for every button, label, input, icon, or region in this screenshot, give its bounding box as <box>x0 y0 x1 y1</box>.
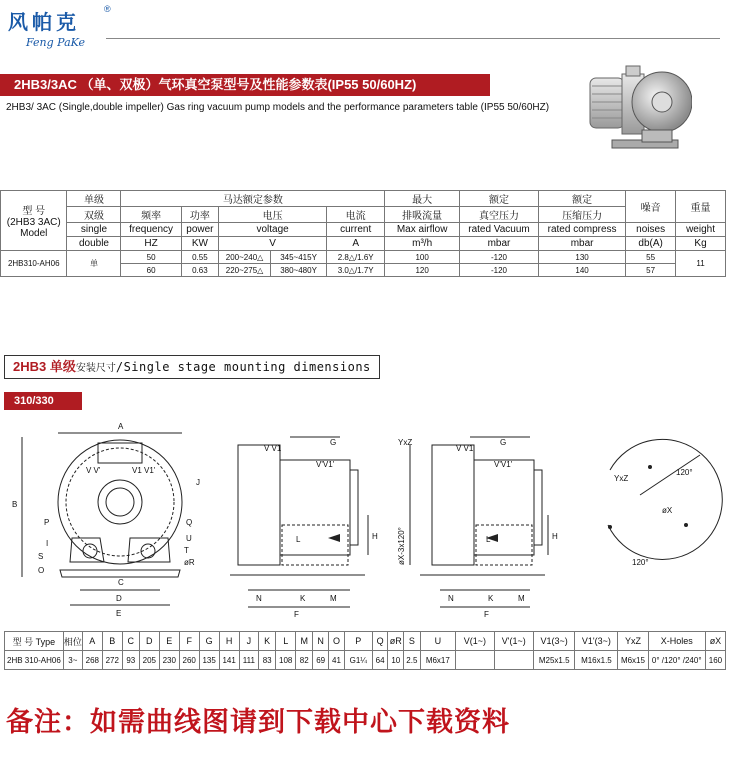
label-f2: F <box>484 610 489 619</box>
dim-header-cell: V(1~) <box>456 632 495 651</box>
dim-value-cell: 83 <box>259 651 276 670</box>
header-weight-cn: 重量 <box>676 191 726 223</box>
label-x3: øX-3x120° <box>397 527 406 565</box>
label-m: M <box>330 594 337 603</box>
cell-voltage-delta: 220~275△ <box>219 264 271 277</box>
dim-value-cell: 268 <box>82 651 102 670</box>
registered-mark: ® <box>104 4 111 14</box>
model-tag: 310/330 <box>4 392 82 410</box>
cell-airflow: 120 <box>385 264 460 277</box>
dim-header-cell: K <box>259 632 276 651</box>
performance-table <box>0 190 726 277</box>
cell-freq: 60 <box>121 264 181 277</box>
dim-header-cell: Q <box>372 632 388 651</box>
mounting-title-en: /Single stage mounting dimensions <box>115 360 371 374</box>
label-m2: M <box>518 594 525 603</box>
header-vacuum-1: 额定 <box>460 191 539 207</box>
dim-value-cell: M6x15 <box>618 651 648 670</box>
dim-header-cell: YxZ <box>618 632 648 651</box>
dim-value-cell: 160 <box>705 651 725 670</box>
label-h: H <box>372 532 378 541</box>
dim-header-cell: G <box>199 632 219 651</box>
dim-value-cell: M25x1.5 <box>533 651 575 670</box>
label-vv1-2: V V1 <box>456 444 474 453</box>
label-vpv1p: V'V1' <box>316 460 335 469</box>
dim-value-cell <box>494 651 533 670</box>
header-stage-single-en: single <box>67 223 121 237</box>
header-power-cn: 功率 <box>181 207 218 223</box>
page-title-chinese: 2HB3/3AC （单、双极）气环真空泵型号及性能参数表(IP55 50/60HZ) <box>0 74 490 96</box>
label-c: C <box>118 578 124 587</box>
dim-value-cell: 82 <box>296 651 313 670</box>
dim-header-cell: E <box>159 632 179 651</box>
header-stage-double-cn: 双级 <box>67 207 121 223</box>
dim-header-cell: V'(1~) <box>494 632 533 651</box>
dim-header-cell: S <box>404 632 421 651</box>
remark-note: 备注：如需曲线图请到下载中心下载资料 <box>6 707 510 738</box>
label-yxz: YxZ <box>398 438 413 447</box>
cell-vacuum: -120 <box>460 264 539 277</box>
header-airflow-1: 最大 <box>385 191 460 207</box>
header-compress-en: rated compress <box>538 223 625 237</box>
dim-value-cell: 272 <box>102 651 122 670</box>
cell-current: 3.0△/1.7Y <box>327 264 385 277</box>
dim-value-cell: 2.5 <box>404 651 421 670</box>
dim-value-cell: G1¼ <box>344 651 372 670</box>
dim-header-cell: C <box>122 632 139 651</box>
dim-header-cell: O <box>329 632 345 651</box>
dim-value-cell: 205 <box>139 651 159 670</box>
label-t: T <box>184 546 189 555</box>
header-vacuum-en: rated Vacuum <box>460 223 539 237</box>
mounting-section-title <box>4 355 380 379</box>
dim-value-cell: M16x1.5 <box>575 651 618 670</box>
mounting-drawings <box>0 415 730 625</box>
label-n2: N <box>448 594 454 603</box>
label-q: Q <box>186 518 193 527</box>
label-e: E <box>116 609 122 618</box>
header-power-en: power <box>181 223 218 237</box>
dim-header-cell: L <box>276 632 296 651</box>
dim-header-cell: V1'(3~) <box>575 632 618 651</box>
dim-value-cell: 135 <box>199 651 219 670</box>
cell-freq: 50 <box>121 251 181 264</box>
dim-value-cell: 2HB 310-AH06 <box>5 651 64 670</box>
header-current-cn: 电流 <box>327 207 385 223</box>
label-f: F <box>294 610 299 619</box>
dim-header-cell: 型 号 Type <box>5 632 64 651</box>
dim-header-cell: D <box>139 632 159 651</box>
pump-product-image <box>582 56 692 166</box>
header-vacuum-unit: mbar <box>460 237 539 251</box>
header-airflow-en: Max airflow <box>385 223 460 237</box>
cell-stage: 单 <box>67 251 121 277</box>
dim-value-cell: 108 <box>276 651 296 670</box>
dimensions-table <box>4 631 726 670</box>
mounting-title-cn: 2HB3 单级 <box>13 359 76 374</box>
cell-noise: 57 <box>626 264 676 277</box>
label-g: G <box>330 438 337 447</box>
header-weight-unit: Kg <box>676 237 726 251</box>
dim-header-cell: N <box>313 632 329 651</box>
cell-power: 0.63 <box>181 264 218 277</box>
label-b: B <box>12 500 18 509</box>
header-freq-unit: HZ <box>121 237 181 251</box>
label-s: S <box>38 552 44 561</box>
dim-value-cell: 260 <box>179 651 199 670</box>
table-row <box>1 251 726 264</box>
label-o: O <box>38 566 45 575</box>
label-flange-yxz: YxZ <box>614 474 629 483</box>
header-noise-unit: db(A) <box>626 237 676 251</box>
cell-weight: 11 <box>676 251 726 277</box>
dim-header-cell: øR <box>388 632 404 651</box>
label-r: øR <box>184 558 195 567</box>
table-row <box>5 651 726 670</box>
header-voltage-unit: V <box>219 237 327 251</box>
header-compress-1: 额定 <box>538 191 625 207</box>
cell-current: 2.8△/1.6Y <box>327 251 385 264</box>
header-airflow-unit: m³/h <box>385 237 460 251</box>
dim-header-cell: F <box>179 632 199 651</box>
header-freq-cn: 频率 <box>121 207 181 223</box>
cell-model: 2HB310-AH06 <box>1 251 67 277</box>
dim-header-cell: B <box>102 632 122 651</box>
label-vv1: V V1 <box>264 444 282 453</box>
label-n: N <box>256 594 262 603</box>
dim-header-cell: V1(3~) <box>533 632 575 651</box>
label-flange-120b: 120° <box>632 558 649 567</box>
label-a: A <box>118 422 124 431</box>
header-voltage-en: voltage <box>219 223 327 237</box>
cell-airflow: 100 <box>385 251 460 264</box>
cell-compress: 140 <box>538 264 625 277</box>
dim-header-cell: 相位 <box>63 632 82 651</box>
header-model: 型 号 (2HB3 3AC) Model <box>1 191 67 251</box>
label-g2: G <box>500 438 507 447</box>
label-flange-120a: 120° <box>676 468 693 477</box>
label-k2: K <box>488 594 494 603</box>
header-weight-en: weight <box>676 223 726 237</box>
header-power-unit: KW <box>181 237 218 251</box>
label-u: U <box>186 534 192 543</box>
dim-header-cell: X-Holes <box>648 632 705 651</box>
label-j: J <box>196 478 200 487</box>
label-p: P <box>44 518 50 527</box>
mounting-title-small: 安装尺寸 <box>75 363 116 374</box>
cell-vacuum: -120 <box>460 251 539 264</box>
label-k: K <box>300 594 306 603</box>
dimensions-header-row <box>5 632 726 651</box>
header-stage-single-cn: 单级 <box>67 191 121 207</box>
dim-value-cell: 41 <box>329 651 345 670</box>
dim-value-cell <box>456 651 495 670</box>
label-h2: H <box>552 532 558 541</box>
cell-noise: 55 <box>626 251 676 264</box>
header-noise-en: noises <box>626 223 676 237</box>
header-current-unit: A <box>327 237 385 251</box>
label-d: D <box>116 594 122 603</box>
dim-header-cell: J <box>239 632 259 651</box>
header-motor: 马达额定参数 <box>121 191 385 207</box>
dim-header-cell: P <box>344 632 372 651</box>
label-l: L <box>296 535 301 544</box>
cell-compress: 130 <box>538 251 625 264</box>
brand-logo-english: Feng PaKe <box>26 36 86 49</box>
dim-value-cell: 141 <box>219 651 239 670</box>
dim-value-cell: 10 <box>388 651 404 670</box>
cell-power: 0.55 <box>181 251 218 264</box>
label-v1v1: V1 V1' <box>132 466 156 475</box>
page-title-english: 2HB3/ 3AC (Single,double impeller) Gas ring vacuum pump models and the performance parameters table (IP55 50/60HZ) <box>6 102 550 113</box>
header-vacuum-2: 真空压力 <box>460 207 539 223</box>
header-compress-unit: mbar <box>538 237 625 251</box>
label-l2: L <box>486 535 491 544</box>
dim-value-cell: 0° /120° /240° <box>648 651 705 670</box>
label-vpv1p-2: V'V1' <box>494 460 513 469</box>
dim-header-cell: H <box>219 632 239 651</box>
header-airflow-2: 排吸流量 <box>385 207 460 223</box>
header-stage-double-en: double <box>67 237 121 251</box>
dim-value-cell: 230 <box>159 651 179 670</box>
label-i: I <box>46 539 49 548</box>
dim-header-cell: A <box>82 632 102 651</box>
label-vv: V V' <box>86 466 101 475</box>
dim-header-cell: U <box>420 632 455 651</box>
header-noise-cn: 噪音 <box>626 191 676 223</box>
header-freq-en: frequency <box>121 223 181 237</box>
header-divider <box>106 38 720 39</box>
cell-voltage-y: 380~480Y <box>271 264 327 277</box>
dim-value-cell: 111 <box>239 651 259 670</box>
cell-voltage-y: 345~415Y <box>271 251 327 264</box>
dim-header-cell: øX <box>705 632 725 651</box>
brand-logo-chinese: 风帕克 <box>8 10 80 34</box>
cell-voltage-delta: 200~240△ <box>219 251 271 264</box>
dim-value-cell: 3~ <box>63 651 82 670</box>
header-compress-2: 压缩压力 <box>538 207 625 223</box>
dim-value-cell: 69 <box>313 651 329 670</box>
header-voltage-cn: 电压 <box>219 207 327 223</box>
dim-header-cell: M <box>296 632 313 651</box>
dim-value-cell: 64 <box>372 651 388 670</box>
dim-value-cell: 93 <box>122 651 139 670</box>
header-current-en: current <box>327 223 385 237</box>
label-flange-ox: øX <box>662 506 673 515</box>
dim-value-cell: M6x17 <box>420 651 455 670</box>
